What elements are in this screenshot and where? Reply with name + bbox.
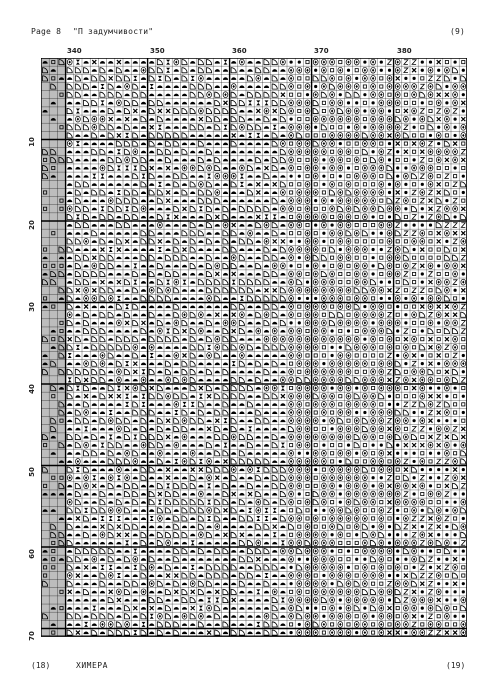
column-number-380: 380 [397, 47, 412, 55]
row-number-20: 20 [28, 220, 36, 230]
page-title: "П задумчивости" [73, 27, 154, 36]
row-number-70: 70 [28, 631, 36, 641]
row-number-30: 30 [28, 302, 36, 312]
column-number-360: 360 [232, 47, 247, 55]
cross-stitch-pattern-grid [41, 58, 467, 638]
column-number-370: 370 [314, 47, 329, 55]
row-number-50: 50 [28, 467, 36, 477]
footer-left-code: (18) [31, 661, 51, 670]
row-number-40: 40 [28, 384, 36, 394]
column-number-340: 340 [67, 47, 82, 55]
row-number-10: 10 [28, 137, 36, 147]
row-number-60: 60 [28, 549, 36, 559]
footer-right-code: (19) [446, 661, 466, 670]
footer-brand: ХИМЕРА [76, 661, 108, 670]
page-label: Page 8 [31, 27, 62, 36]
page-code: (9) [450, 27, 466, 36]
column-number-350: 350 [150, 47, 165, 55]
